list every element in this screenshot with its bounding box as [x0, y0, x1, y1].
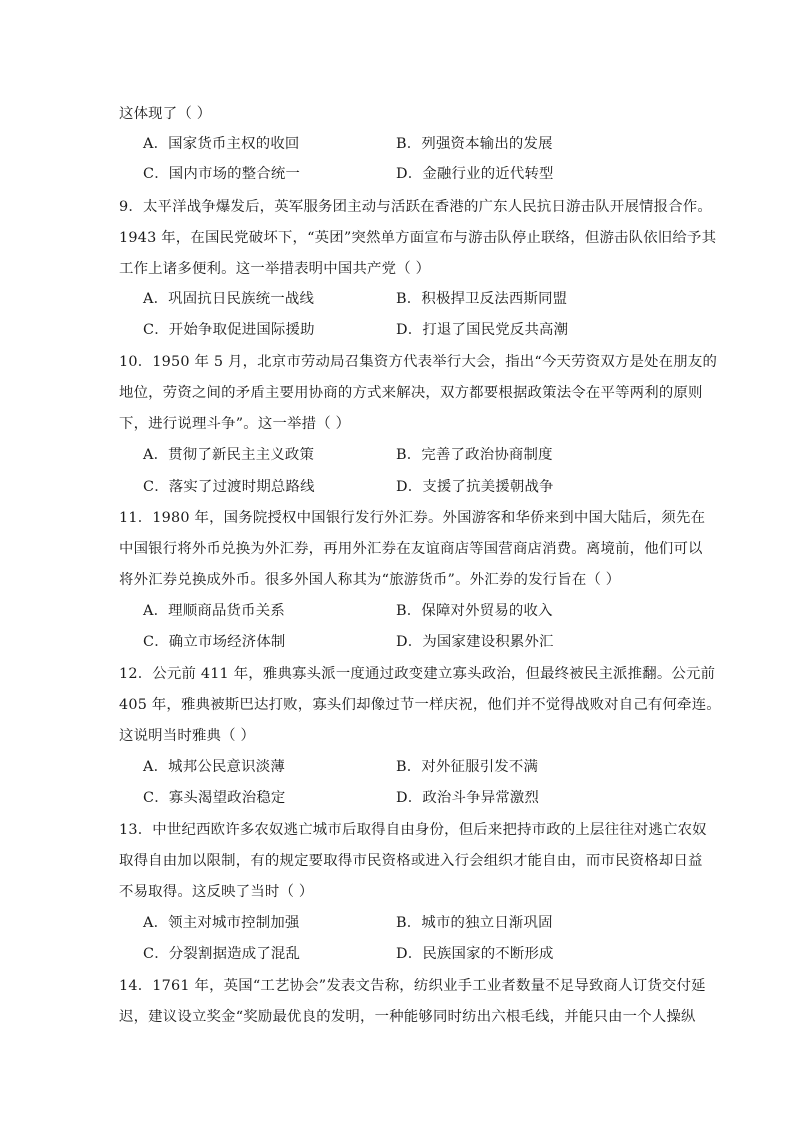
- q8-stem-tail: 这体现了（ ）: [119, 106, 212, 122]
- q14-stem-line-1: 14．1761 年，英国“工艺协会”发表文告称，纺织业手工业者数量不足导致商人订货交付延: [119, 978, 706, 994]
- q12-option-a: A．城邦公民意识淡薄: [143, 759, 285, 775]
- q13-option-b: B．城市的独立日渐巩固: [396, 915, 553, 931]
- q10-stem-line-2: 地位，劳资之间的矛盾主要用协商的方式来解决，双方都要根据政策法令在平等两利的原则: [119, 385, 703, 401]
- q9-option-c: C．开始争取促进国际援助: [143, 322, 315, 338]
- q12-option-b: B．对外征服引发不满: [396, 759, 539, 775]
- q13-option-c: C．分裂割据造成了混乱: [143, 946, 301, 962]
- q13-stem-line-2: 取得自由加以限制，有的规定要取得市民资格或进入行会组织才能自由，而市民资格却日益: [119, 853, 703, 869]
- q10-option-c: C．落实了过渡时期总路线: [143, 479, 315, 495]
- q8-option-c: C．国内市场的整合统一: [143, 166, 301, 182]
- q11-option-a: A．理顺商品货币关系: [143, 603, 285, 619]
- q14-stem-line-2: 迟，建议设立奖金“奖励最优良的发明，一种能够同时纺出六根毛线，并能只由一个人操纵: [119, 1009, 696, 1025]
- q11-stem-line-2: 中国银行将外币兑换为外汇券，再用外汇券在友谊商店等国营商店消费。离境前，他们可以: [119, 541, 703, 557]
- q11-option-c: C．确立市场经济体制: [143, 634, 286, 650]
- q11-option-d: D．为国家建设积累外汇: [396, 634, 554, 650]
- q10-stem-line-1: 10．1950 年 5 月，北京市劳动局召集资方代表举行大会，指出“今天劳资双方是处在朋友的: [119, 354, 718, 370]
- q13-stem-line-3: 不易取得。这反映了当时（ ）: [119, 884, 314, 900]
- q12-option-c: C．寡头渴望政治稳定: [143, 790, 286, 806]
- q12-stem-line-1: 12．公元前 411 年，雅典寡头派一度通过政变建立寡头政治，但最终被民主派推翻。公元前: [119, 666, 716, 682]
- q10-option-b: B．完善了政治协商制度: [396, 447, 553, 463]
- q8-option-b: B．列强资本输出的发展: [396, 136, 553, 152]
- q13-option-a: A．领主对城市控制加强: [143, 915, 300, 931]
- q9-stem-line-1: 9．太平洋战争爆发后，英军服务团主动与活跃在香港的广东人民抗日游击队开展情报合作。: [119, 199, 712, 215]
- q12-stem-line-2: 405 年，雅典被斯巴达打败，寡头们却像过节一样庆祝，他们并不觉得战败对自己有何牵连。: [119, 697, 721, 713]
- q11-stem-line-3: 将外汇券兑换成外币。很多外国人称其为“旅游货币”。外汇券的发行旨在（ ）: [119, 572, 621, 588]
- q8-option-d: D．金融行业的近代转型: [396, 166, 554, 182]
- q12-option-d: D．政治斗争异常激烈: [396, 790, 540, 806]
- q9-option-b: B．积极捍卫反法西斯同盟: [396, 291, 568, 307]
- q9-stem-line-2: 1943 年，在国民党破坏下，“英团”突然单方面宣布与游击队停止联络，但游击队依旧给予其: [119, 230, 717, 246]
- q11-stem-line-1: 11．1980 年，国务院授权中国银行发行外汇券。外国游客和华侨来到中国大陆后，须先在: [119, 510, 706, 526]
- q10-option-d: D．支援了抗美援朝战争: [396, 479, 554, 495]
- q9-stem-line-3: 工作上诸多便利。这一举措表明中国共产党（ ）: [119, 261, 431, 277]
- q9-option-a: A．巩固抗日民族统一战线: [143, 291, 315, 307]
- q12-stem-line-3: 这说明当时雅典（ ）: [119, 728, 256, 744]
- q13-option-d: D．民族国家的不断形成: [396, 946, 554, 962]
- q11-option-b: B．保障对外贸易的收入: [396, 603, 553, 619]
- q10-stem-line-3: 下，进行说理斗争”。这一举措（ ）: [119, 416, 351, 432]
- q10-option-a: A．贯彻了新民主主义政策: [143, 447, 315, 463]
- q13-stem-line-1: 13．中世纪西欧许多农奴逃亡城市后取得自由身份，但后来把持市政的上层往往对逃亡农奴: [119, 822, 707, 838]
- q9-option-d: D．打退了国民党反共高潮: [396, 322, 569, 338]
- q8-option-a: A．国家货币主权的收回: [143, 136, 300, 152]
